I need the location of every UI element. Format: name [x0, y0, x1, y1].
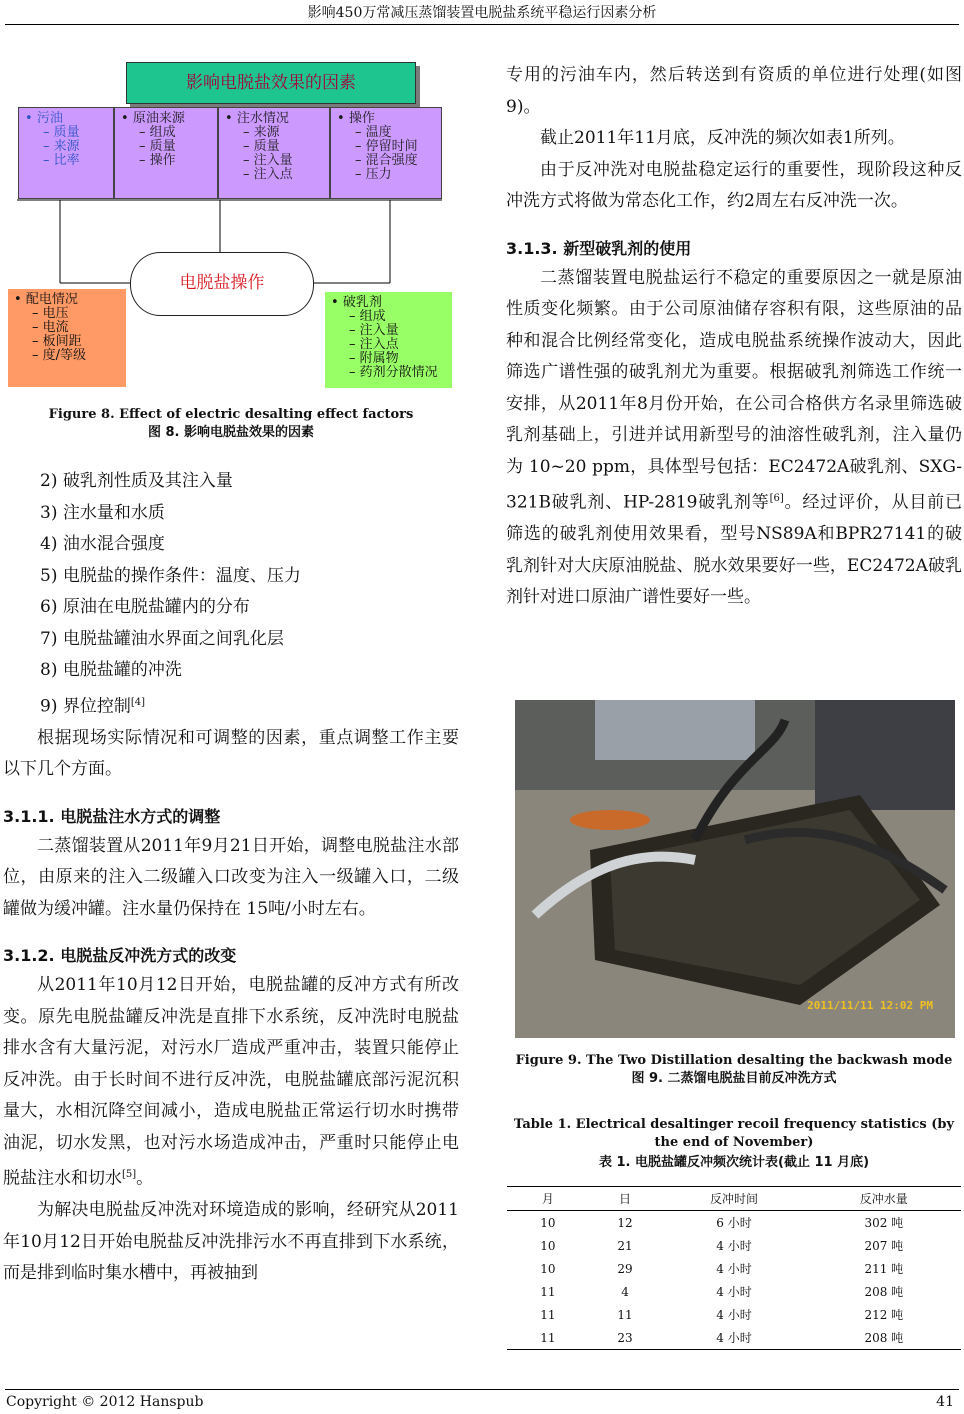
factor-item: 来源 — [253, 125, 280, 140]
paragraph-routine: 由于反冲洗对电脱盐稳定运行的重要性，现阶段这种反冲洗方式将做为常态化工作，约2周左右反冲洗一次。 — [506, 159, 962, 211]
table-header: 日 — [619, 1192, 632, 1206]
factor-item: 混合强度 — [365, 153, 418, 168]
table-row — [507, 1257, 961, 1280]
factor-item: 操作 — [149, 153, 176, 168]
diagram-title-box: 影响电脱盐效果的因素 — [126, 62, 416, 104]
figure-9-caption-cn: 图 9. 二蒸馏电脱盐目前反冲洗方式 — [631, 1071, 837, 1086]
factor-box-water-injection: • 注水情况 – 来源 – 质量 – 注入量 – 注入点 — [218, 107, 330, 199]
section-3-1-3-title: 3.1.3. 新型破乳剂的使用 — [506, 238, 692, 258]
table-row — [507, 1326, 961, 1350]
backwash-tank-illustration — [515, 700, 955, 1038]
list-item: 3) 注水量和水质 — [40, 502, 165, 523]
factor-item: 注入点 — [253, 167, 293, 182]
factor-item: 注入量 — [359, 323, 399, 338]
table-cell: 208 吨 — [864, 1331, 904, 1345]
factor-box-demulsifier: • 破乳剂 – 组成 – 注入量 – 注入点 – 附属物 – 药剂分散情况 — [325, 292, 452, 388]
table-cell: 4 小时 — [716, 1308, 752, 1322]
factor-heading: • 注水情况 — [225, 111, 289, 126]
footer-rule — [5, 1389, 959, 1390]
table-cell: 212 吨 — [864, 1308, 904, 1322]
factor-heading: • 破乳剂 — [331, 295, 382, 310]
table-1-caption-cn: 表 1. 电脱盐罐反冲频次统计表(截止 11 月底) — [598, 1155, 870, 1170]
factor-box-waste-oil: • 污油 – 质量 – 来源 – 比率 — [18, 107, 114, 199]
factor-item: 质量 — [149, 139, 176, 154]
table-cell: 29 — [617, 1261, 633, 1276]
citation-6[interactable]: [6] — [769, 493, 784, 504]
factor-heading: • 配电情况 — [14, 292, 78, 307]
table-cell: 21 — [617, 1238, 633, 1253]
table-row — [507, 1280, 961, 1303]
table-cell: 10 — [540, 1238, 556, 1253]
factor-item: 组成 — [359, 309, 386, 324]
section-3-1-3-text: 二蒸馏装置电脱盐运行不稳定的重要原因之一就是原油性质变化频繁。由于公司原油储存容积有限，这些原油的品种和混合比例经常变化，造成电脱盐系统操作波动大，因此筛选广谱性强的破乳剂尤为重要。根据破乳剂筛选工作统一安排，从2011年8月份开始，在公司合格供方名录里筛选破乳剂基础上，引进并试用新型号的油溶性破乳剂，注入量仍为 10~20 ppm，具体型号包括：EC2472A破乳剂、SXG-321B破乳剂、HP-2819破乳剂等[6]。经过评价，从目前已筛选的破乳剂使用效果看，型号NS89A和BPR27141的破乳剂针对大庆原油脱盐、脱水效果要好一些，EC2472A破乳剂针对进口原油广谱性要好一些。 — [506, 267, 962, 608]
table-cell: 11 — [617, 1307, 633, 1322]
figure-8-diagram — [0, 0, 470, 400]
table-cell: 12 — [617, 1215, 633, 1230]
figure-9-captions — [507, 1052, 961, 1088]
table-cell: 4 小时 — [716, 1262, 752, 1276]
photo-timestamp: 2011/11/11 12:02 PM — [807, 999, 933, 1012]
section-3-1-2-title: 3.1.2. 电脱盐反冲洗方式的改变 — [3, 946, 237, 966]
citation-5[interactable]: [5] — [122, 1169, 137, 1181]
figure-9-photo — [515, 700, 955, 1038]
factor-item: 注入量 — [253, 153, 293, 168]
list-item: 5) 电脱盐的操作条件：温度、压力 — [40, 565, 301, 586]
table-row — [507, 1303, 961, 1326]
table-cell: 10 — [540, 1261, 556, 1276]
footer-copyright: Copyright © 2012 Hanspub — [6, 1394, 204, 1410]
paragraph-frequency: 截止2011年11月底，反冲洗的频次如表1所列。 — [540, 128, 905, 148]
factor-item: 板间距 — [42, 334, 82, 349]
factor-box-power: • 配电情况 – 电压 – 电流 – 板间距 – 度/等级 — [8, 289, 126, 387]
running-header: 影响450万常减压蒸馏装置电脱盐系统平稳运行因素分析 — [307, 5, 657, 21]
table-cell: 4 — [621, 1284, 629, 1299]
factor-heading: • 原油来源 — [121, 111, 185, 126]
figure-8-caption-cn: 图 8. 影响电脱盐效果的因素 — [147, 425, 315, 440]
factor-item: 停留时间 — [365, 139, 418, 154]
table-1 — [507, 1186, 961, 1350]
table-cell: 11 — [540, 1307, 556, 1322]
factor-item: 温度 — [365, 125, 392, 140]
list-item: 2) 破乳剂性质及其注入量 — [40, 471, 233, 491]
list-item: 7) 电脱盐罐油水界面之间乳化层 — [40, 628, 284, 649]
table-header: 反冲时间 — [709, 1192, 758, 1206]
table-header: 月 — [541, 1192, 554, 1206]
citation-4[interactable]: [4] — [130, 696, 146, 708]
table-cell: 11 — [540, 1330, 556, 1345]
table-cell: 302 吨 — [864, 1216, 904, 1230]
table-header-row — [507, 1187, 961, 1211]
table-cell: 211 吨 — [864, 1262, 904, 1276]
factor-item: 组成 — [149, 125, 176, 140]
table-cell: 207 吨 — [864, 1239, 904, 1253]
factor-item: 药剂分散情况 — [359, 365, 438, 380]
list-item: 6) 原油在电脱盐罐内的分布 — [40, 597, 250, 617]
factor-item: 比率 — [53, 153, 80, 168]
section-3-1-2-text: 从2011年10月12日开始，电脱盐罐的反冲方式有所改变。原先电脱盐罐反冲洗是直排下水系统，反冲洗时电脱盐排水含有大量污泥，对污水厂造成严重冲击，装置只能停止反冲洗。由于长时间不进行反冲洗，电脱盐罐底部污泥沉积量大，水相沉降空间减小，造成电脱盐正常运行切水时携带油泥，切水发黑，也对污水场造成冲击，严重时只能停止电脱盐注水和切水[5]。 — [3, 975, 459, 1189]
list-item: 9) 界位控制[4] — [40, 696, 146, 717]
table-cell: 23 — [617, 1330, 633, 1345]
paragraph-continued: 专用的污油车内，然后转送到有资质的单位进行处理(如图9)。 — [506, 65, 962, 117]
figure-8-caption-en: Figure 8. Effect of electric desalting effect factors — [48, 407, 414, 422]
table-1-caption-en: Table 1. Electrical desaltinger recoil frequency statistics (by the end of November) — [513, 1117, 955, 1150]
table-cell: 4 小时 — [716, 1331, 752, 1345]
factor-item: 电压 — [42, 306, 69, 321]
factor-item: 电流 — [42, 320, 69, 335]
section-3-1-2-text-2: 为解决电脱盐反冲洗对环境造成的影响，经研究从2011年10月12日开始电脱盐反冲洗排污水不再直排到下水系统，而是排到临时集水槽中，再被抽到 — [3, 1200, 459, 1284]
list-item: 4) 油水混合强度 — [40, 534, 165, 554]
factor-item: 注入点 — [359, 337, 399, 352]
left-column — [3, 406, 459, 1290]
factor-item: 来源 — [53, 139, 80, 154]
factor-heading: • 污油 — [25, 111, 63, 126]
factor-heading: • 操作 — [337, 111, 375, 126]
table-row — [507, 1234, 961, 1257]
right-column — [506, 60, 962, 614]
paragraph-adjust: 根据现场实际情况和可调整的因素，重点调整工作主要以下几个方面。 — [3, 727, 459, 780]
factor-box-operation: • 操作 – 温度 – 停留时间 – 混合强度 – 压力 — [330, 107, 442, 199]
figure-9-caption-en: Figure 9. The Two Distillation desalting the backwash mode — [515, 1053, 953, 1068]
factor-item: 附属物 — [359, 351, 399, 366]
factor-item: 度/等级 — [42, 348, 87, 363]
page-number: 41 — [936, 1394, 954, 1410]
factor-box-crude-source: • 原油来源 – 组成 – 质量 – 操作 — [114, 107, 218, 199]
desalter-tank-node: 电脱盐操作 — [130, 252, 314, 316]
factor-item: 质量 — [253, 139, 280, 154]
table-cell: 4 小时 — [716, 1285, 752, 1299]
factor-item: 压力 — [365, 167, 392, 182]
table-cell: 11 — [540, 1284, 556, 1299]
table-cell: 10 — [540, 1215, 556, 1230]
table-cell: 6 小时 — [716, 1216, 752, 1230]
factor-item: 质量 — [53, 125, 80, 140]
list-item: 8) 电脱盐罐的冲洗 — [40, 660, 182, 680]
table-cell: 4 小时 — [716, 1239, 752, 1253]
table-row — [507, 1211, 961, 1235]
section-3-1-1-title: 3.1.1. 电脱盐注水方式的调整 — [3, 806, 221, 826]
table-cell: 208 吨 — [864, 1285, 904, 1299]
table-1-captions — [507, 1116, 961, 1172]
section-3-1-1-text: 二蒸馏装置从2011年9月21日开始，调整电脱盐注水部位，由原来的注入二级罐入口改变为注入一级罐入口，二级罐做为缓冲罐。注水量仍保持在 15吨/小时左右。 — [3, 835, 459, 919]
table-header: 反冲水量 — [859, 1192, 908, 1206]
